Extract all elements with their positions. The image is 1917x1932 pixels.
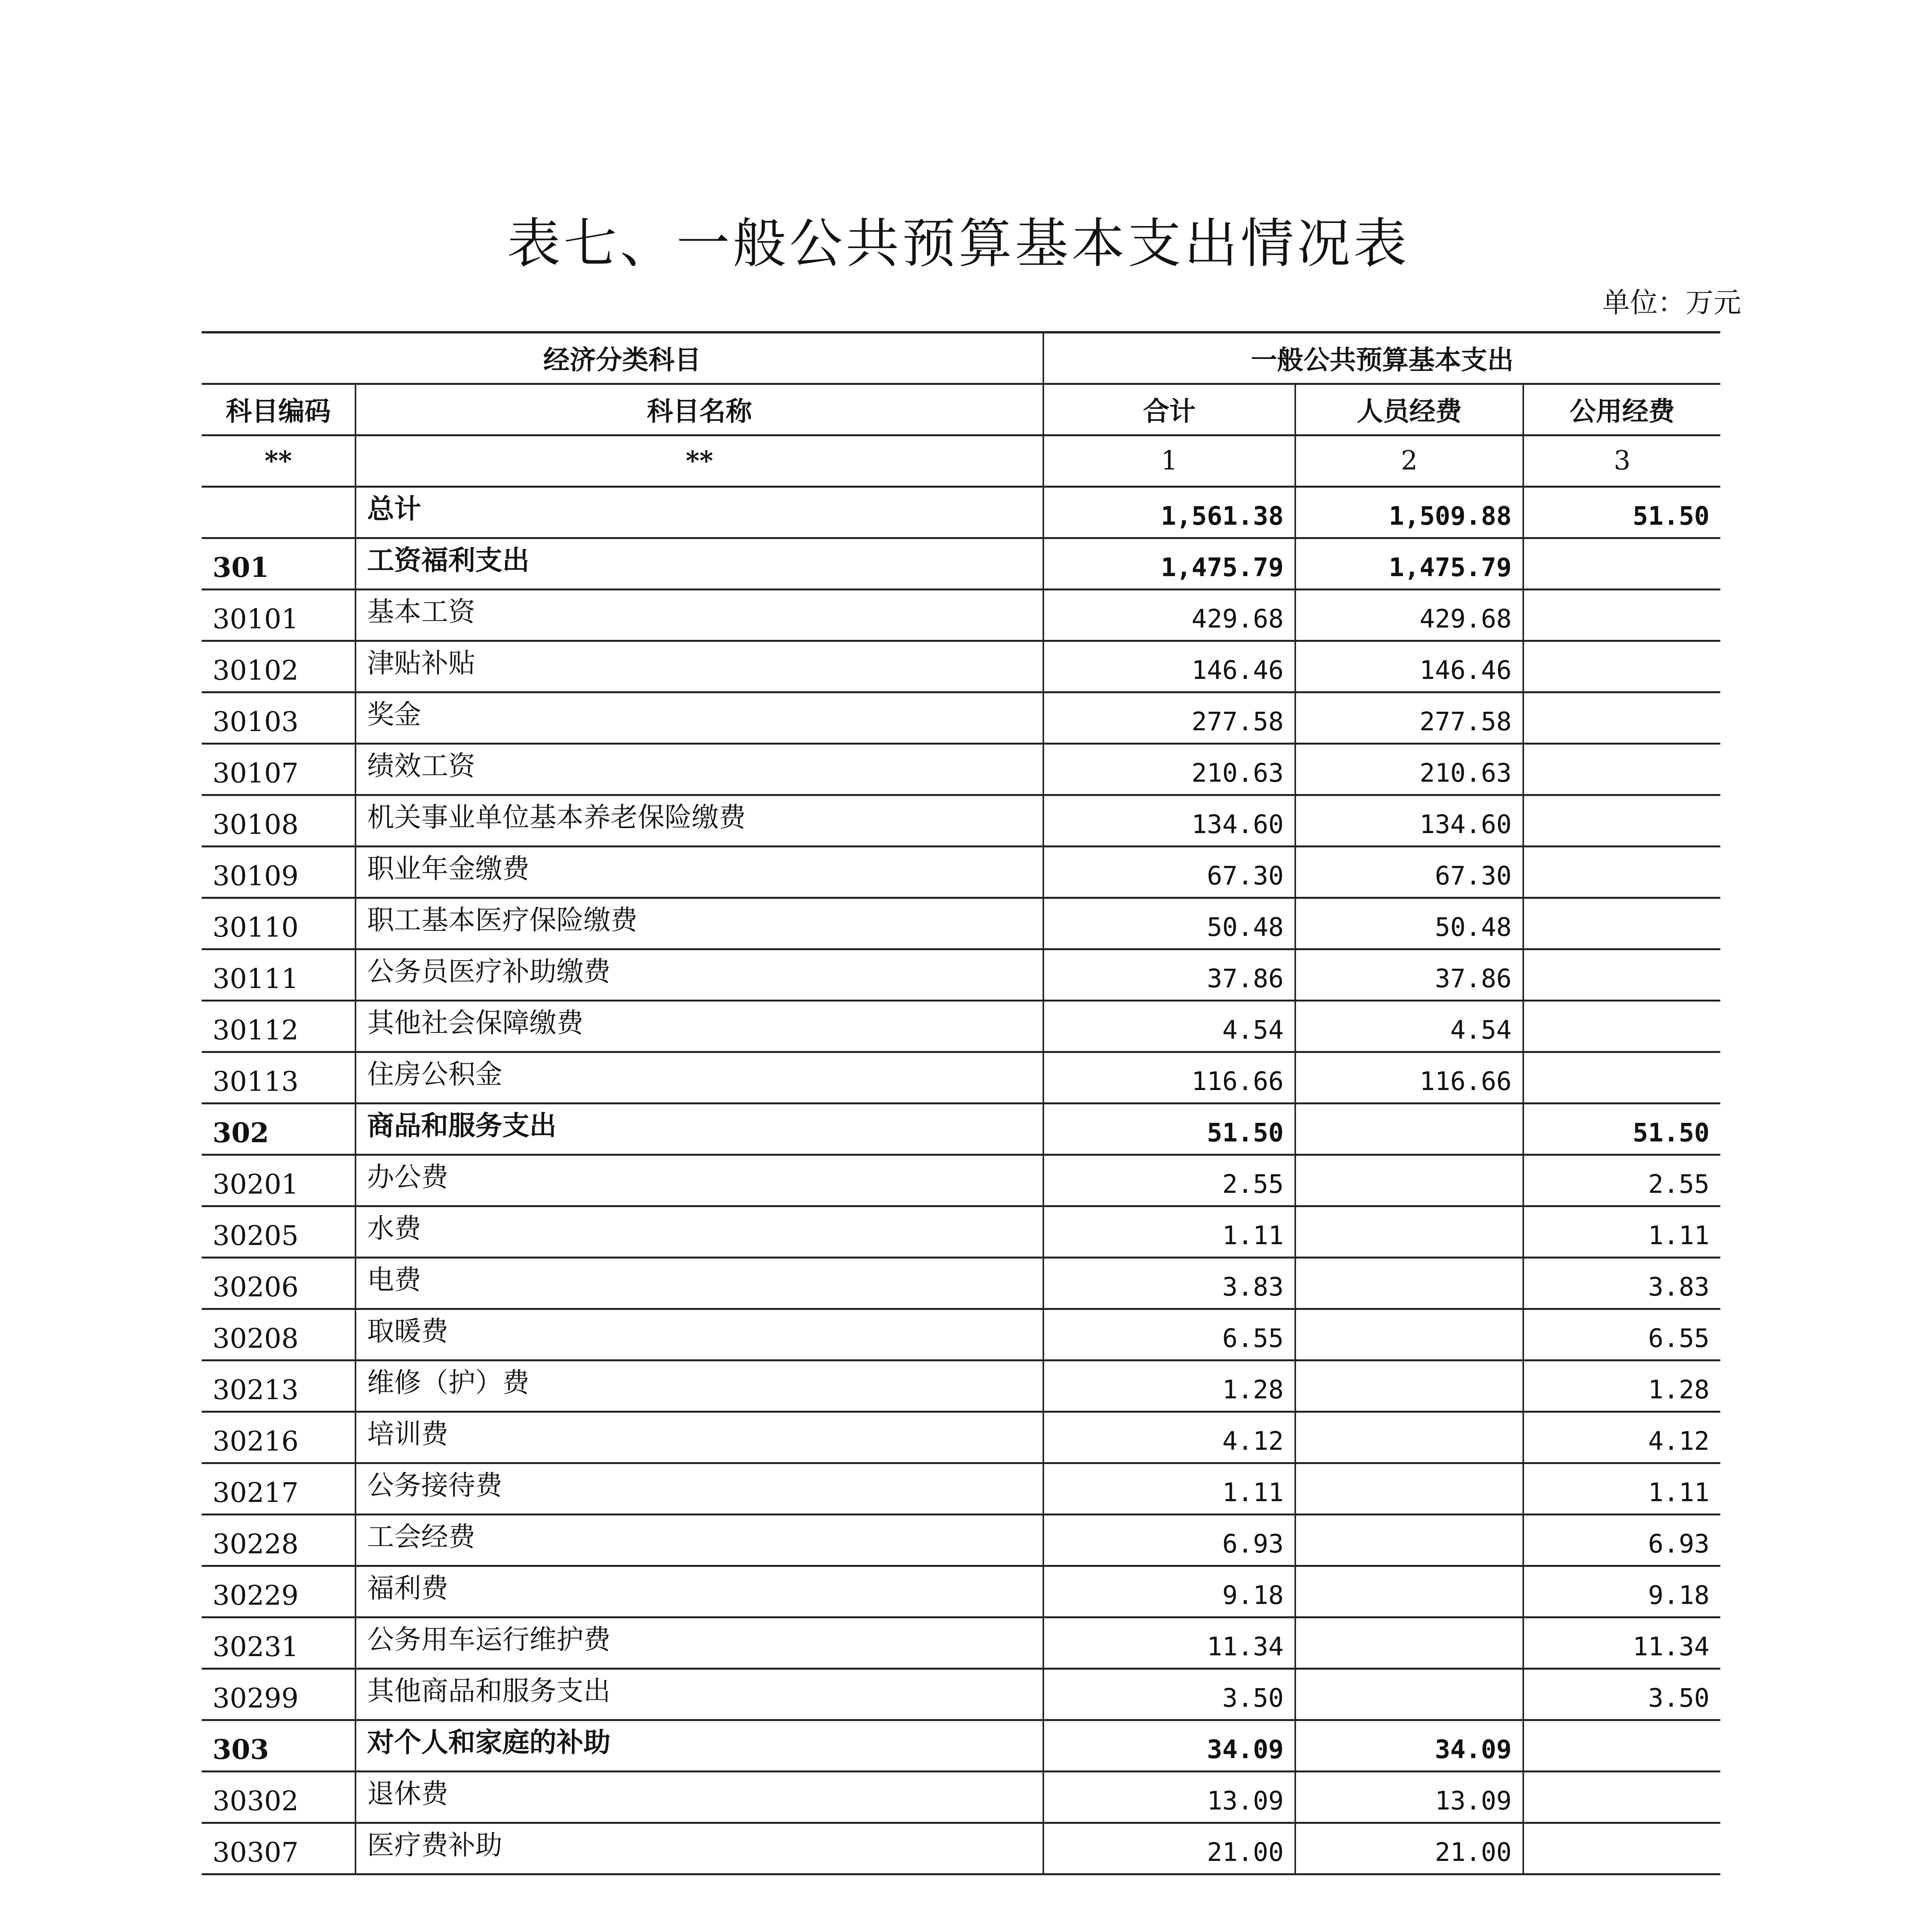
public-cost-cell-value: 11.34	[1633, 1632, 1710, 1662]
subject-code-cell	[202, 1103, 356, 1155]
index-total: 1	[1043, 435, 1295, 486]
subject-name-cell	[356, 1412, 1043, 1463]
subject-name-cell-value: 公务接待费	[367, 1469, 502, 1501]
public-cost-cell	[1523, 641, 1720, 692]
subject-name-cell-value: 医疗费补助	[367, 1829, 502, 1861]
subject-code-cell	[202, 1668, 356, 1720]
subject-code-cell-value: 30206	[213, 1271, 299, 1303]
total-cell	[1043, 692, 1295, 743]
subject-name-cell	[356, 1360, 1043, 1412]
total-cell	[1043, 1103, 1295, 1155]
subject-name-cell	[356, 1309, 1043, 1360]
total-cell	[1043, 949, 1295, 1000]
subject-name-cell	[356, 589, 1043, 641]
public-cost-cell	[1523, 1463, 1720, 1514]
public-cost-cell	[1523, 1668, 1720, 1720]
total-cell-value: 1,561.38	[1161, 501, 1284, 531]
subject-name-cell-value: 公务用车运行维护费	[367, 1624, 611, 1655]
staff-cost-cell	[1295, 538, 1523, 589]
total-cell-value: 50.48	[1207, 912, 1284, 942]
public-cost-cell	[1523, 1155, 1720, 1206]
header-staff-cost: 人员经费	[1295, 384, 1523, 435]
public-cost-cell-value: 1.11	[1648, 1478, 1710, 1507]
staff-cost-cell-value: 210.63	[1419, 758, 1512, 788]
subject-name-cell-value: 电费	[367, 1264, 421, 1296]
index-name: **	[356, 435, 1043, 486]
subject-name-cell-value: 总计	[367, 493, 421, 525]
total-cell-value: 277.58	[1191, 707, 1284, 736]
public-cost-cell	[1523, 1360, 1720, 1412]
public-cost-cell	[1523, 898, 1720, 949]
header-public-cost: 公用经费	[1523, 384, 1720, 435]
staff-cost-cell	[1295, 1720, 1523, 1771]
total-cell-value: 37.86	[1207, 964, 1284, 993]
public-cost-cell	[1523, 1206, 1720, 1257]
subject-name-cell	[356, 949, 1043, 1000]
subject-code-cell-value: 30108	[213, 808, 299, 840]
public-cost-cell	[1523, 1412, 1720, 1463]
table-row	[202, 1668, 1720, 1720]
subject-code-cell	[202, 589, 356, 641]
table-row	[202, 692, 1720, 743]
unit-label: 单位：万元	[1602, 286, 1741, 319]
total-cell-value: 1.28	[1222, 1375, 1284, 1405]
subject-code-cell	[202, 949, 356, 1000]
total-cell	[1043, 589, 1295, 641]
total-cell	[1043, 846, 1295, 898]
public-cost-cell	[1523, 1566, 1720, 1617]
total-cell	[1043, 1257, 1295, 1309]
subject-name-cell-value: 取暖费	[367, 1315, 448, 1347]
total-cell	[1043, 1412, 1295, 1463]
total-cell	[1043, 1360, 1295, 1412]
subject-code-cell	[202, 1771, 356, 1823]
subject-code-cell-value: 30103	[213, 706, 299, 738]
public-cost-cell-value: 51.50	[1633, 1118, 1710, 1148]
page-title: 表七、一般公共预算基本支出情况表	[507, 213, 1410, 275]
subject-name-cell	[356, 1617, 1043, 1668]
subject-name-cell	[356, 641, 1043, 692]
subject-code-cell	[202, 1412, 356, 1463]
subject-code-cell	[202, 1309, 356, 1360]
public-cost-cell	[1523, 1617, 1720, 1668]
staff-cost-cell-value: 4.54	[1450, 1015, 1512, 1045]
subject-name-cell-value: 基本工资	[367, 596, 475, 628]
public-cost-cell	[1523, 1309, 1720, 1360]
public-cost-cell	[1523, 949, 1720, 1000]
table-row	[202, 1720, 1720, 1771]
subject-code-cell-value: 30205	[213, 1219, 299, 1252]
public-cost-cell	[1523, 1103, 1720, 1155]
table-row	[202, 1566, 1720, 1617]
subject-name-cell-value: 水费	[367, 1213, 421, 1244]
public-cost-cell-value: 1.28	[1648, 1375, 1710, 1405]
public-cost-cell-value: 3.50	[1648, 1683, 1710, 1713]
subject-name-cell	[356, 1668, 1043, 1720]
subject-name-cell-value: 维修（护）费	[367, 1367, 529, 1398]
subject-name-cell	[356, 692, 1043, 743]
table-row	[202, 898, 1720, 949]
staff-cost-cell	[1295, 1566, 1523, 1617]
total-cell-value: 4.12	[1222, 1426, 1284, 1456]
subject-code-cell-value: 30113	[213, 1065, 299, 1097]
total-cell	[1043, 1823, 1295, 1874]
subject-code-cell-value: 30109	[213, 860, 299, 892]
subject-name-cell-value: 对个人和家庭的补助	[367, 1726, 611, 1758]
total-cell	[1043, 1052, 1295, 1103]
budget-table	[202, 331, 1720, 1875]
public-cost-cell	[1523, 692, 1720, 743]
public-cost-cell	[1523, 743, 1720, 795]
total-cell-value: 6.55	[1222, 1323, 1284, 1353]
public-cost-cell-value: 4.12	[1648, 1426, 1710, 1456]
total-cell-value: 51.50	[1207, 1118, 1284, 1148]
table-row	[202, 1823, 1720, 1874]
public-cost-cell	[1523, 1823, 1720, 1874]
subject-name-cell	[356, 538, 1043, 589]
index-code: **	[202, 435, 356, 486]
total-cell-value: 1.11	[1222, 1478, 1284, 1507]
table-row	[202, 1771, 1720, 1823]
total-cell-value: 13.09	[1207, 1786, 1284, 1816]
staff-cost-cell	[1295, 1463, 1523, 1514]
staff-cost-cell	[1295, 1412, 1523, 1463]
subject-code-cell-value: 30111	[213, 963, 299, 995]
header-subject-code: 科目编码	[202, 384, 356, 435]
subject-code-cell	[202, 692, 356, 743]
subject-code-cell	[202, 1823, 356, 1874]
subject-code-cell-value: 30302	[213, 1785, 299, 1817]
subject-code-cell	[202, 1206, 356, 1257]
total-cell	[1043, 795, 1295, 846]
index-public: 3	[1523, 435, 1720, 486]
staff-cost-cell	[1295, 1771, 1523, 1823]
total-cell	[1043, 1000, 1295, 1052]
public-cost-cell-value: 51.50	[1633, 501, 1710, 531]
subject-name-cell-value: 办公费	[367, 1161, 448, 1193]
staff-cost-cell	[1295, 846, 1523, 898]
total-cell	[1043, 743, 1295, 795]
subject-code-cell	[202, 1052, 356, 1103]
public-cost-cell	[1523, 1771, 1720, 1823]
staff-cost-cell-value: 277.58	[1419, 707, 1512, 736]
subject-name-cell	[356, 1771, 1043, 1823]
subject-code-cell-value: 30216	[213, 1425, 299, 1457]
subject-code-cell-value: 30107	[213, 757, 299, 789]
staff-cost-cell-value: 21.00	[1435, 1837, 1512, 1867]
table-body	[202, 486, 1720, 1874]
subject-code-cell	[202, 1617, 356, 1668]
subject-code-cell-value: 30217	[213, 1476, 299, 1509]
public-cost-cell	[1523, 795, 1720, 846]
staff-cost-cell	[1295, 486, 1523, 538]
subject-code-cell	[202, 898, 356, 949]
table-row	[202, 1412, 1720, 1463]
total-cell-value: 34.09	[1207, 1735, 1284, 1764]
index-staff: 2	[1295, 435, 1523, 486]
table-row	[202, 538, 1720, 589]
subject-name-cell	[356, 1823, 1043, 1874]
total-cell	[1043, 1617, 1295, 1668]
table-row	[202, 1052, 1720, 1103]
subject-name-cell-value: 商品和服务支出	[367, 1110, 556, 1141]
public-cost-cell	[1523, 846, 1720, 898]
total-cell-value: 9.18	[1222, 1580, 1284, 1610]
subject-code-cell	[202, 486, 356, 538]
subject-code-cell-value: 30228	[213, 1528, 299, 1560]
subject-code-cell	[202, 846, 356, 898]
subject-code-cell-value: 301	[213, 551, 269, 583]
staff-cost-cell	[1295, 589, 1523, 641]
public-cost-cell	[1523, 1257, 1720, 1309]
subject-name-cell	[356, 486, 1043, 538]
subject-code-cell-value: 30208	[213, 1322, 299, 1354]
subject-code-cell	[202, 1257, 356, 1309]
total-cell-value: 1.11	[1222, 1221, 1284, 1250]
staff-cost-cell	[1295, 641, 1523, 692]
header-subject-name: 科目名称	[356, 384, 1043, 435]
header-basic-expenditure: 一般公共预算基本支出	[1043, 332, 1720, 384]
staff-cost-cell-value: 50.48	[1435, 912, 1512, 942]
table-row	[202, 589, 1720, 641]
total-cell-value: 21.00	[1207, 1837, 1284, 1867]
subject-code-cell	[202, 1463, 356, 1514]
subject-name-cell-value: 其他商品和服务支出	[367, 1675, 611, 1707]
table-row	[202, 795, 1720, 846]
table-row	[202, 1463, 1720, 1514]
total-cell-value: 116.66	[1191, 1066, 1284, 1096]
staff-cost-cell	[1295, 1668, 1523, 1720]
staff-cost-cell	[1295, 1052, 1523, 1103]
staff-cost-cell-value: 37.86	[1435, 964, 1512, 993]
subject-name-cell	[356, 1566, 1043, 1617]
staff-cost-cell	[1295, 1514, 1523, 1566]
staff-cost-cell	[1295, 1823, 1523, 1874]
subject-code-cell	[202, 1514, 356, 1566]
staff-cost-cell-value: 13.09	[1435, 1786, 1512, 1816]
staff-cost-cell	[1295, 1309, 1523, 1360]
table-row	[202, 1514, 1720, 1566]
subject-code-cell	[202, 1000, 356, 1052]
total-cell-value: 134.60	[1191, 810, 1284, 839]
staff-cost-cell	[1295, 1360, 1523, 1412]
staff-cost-cell-value: 34.09	[1435, 1735, 1512, 1764]
subject-code-cell-value: 30112	[213, 1014, 299, 1046]
staff-cost-cell	[1295, 795, 1523, 846]
subject-code-cell-value: 303	[213, 1733, 269, 1765]
total-cell-value: 146.46	[1191, 655, 1284, 685]
subject-name-cell-value: 福利费	[367, 1572, 448, 1604]
subject-code-cell-value: 30110	[213, 911, 299, 943]
staff-cost-cell-value: 1,475.79	[1389, 553, 1512, 582]
subject-name-cell-value: 工会经费	[367, 1521, 475, 1553]
total-cell-value: 67.30	[1207, 861, 1284, 891]
public-cost-cell	[1523, 589, 1720, 641]
staff-cost-cell	[1295, 949, 1523, 1000]
subject-name-cell-value: 住房公积金	[367, 1058, 502, 1090]
public-cost-cell-value: 1.11	[1648, 1221, 1710, 1250]
total-cell	[1043, 486, 1295, 538]
public-cost-cell	[1523, 1720, 1720, 1771]
total-cell	[1043, 1514, 1295, 1566]
subject-name-cell	[356, 1257, 1043, 1309]
staff-cost-cell	[1295, 692, 1523, 743]
total-cell	[1043, 1771, 1295, 1823]
staff-cost-cell-value: 146.46	[1419, 655, 1512, 685]
table-row	[202, 1257, 1720, 1309]
header-index-row	[202, 435, 1720, 486]
table-row	[202, 743, 1720, 795]
subject-name-cell-value: 培训费	[367, 1418, 448, 1450]
total-cell	[1043, 641, 1295, 692]
public-cost-cell	[1523, 1052, 1720, 1103]
subject-name-cell	[356, 1000, 1043, 1052]
total-cell	[1043, 1566, 1295, 1617]
total-cell	[1043, 1668, 1295, 1720]
subject-name-cell	[356, 795, 1043, 846]
total-cell	[1043, 1463, 1295, 1514]
subject-code-cell-value: 30231	[213, 1631, 299, 1663]
public-cost-cell-value: 6.55	[1648, 1323, 1710, 1353]
public-cost-cell	[1523, 1000, 1720, 1052]
subject-name-cell-value: 工资福利支出	[367, 544, 529, 576]
table-row	[202, 641, 1720, 692]
subject-code-cell-value: 30201	[213, 1168, 299, 1200]
subject-code-cell-value: 30299	[213, 1682, 299, 1714]
staff-cost-cell-value: 67.30	[1435, 861, 1512, 891]
staff-cost-cell	[1295, 1257, 1523, 1309]
subject-name-cell-value: 其他社会保障缴费	[367, 1007, 583, 1039]
staff-cost-cell-value: 1,509.88	[1389, 501, 1512, 531]
table-row	[202, 846, 1720, 898]
subject-code-cell-value: 30102	[213, 654, 299, 686]
staff-cost-cell-value: 134.60	[1419, 810, 1512, 839]
subject-name-cell	[356, 1206, 1043, 1257]
subject-code-cell-value: 30101	[213, 603, 299, 635]
staff-cost-cell	[1295, 743, 1523, 795]
table-row	[202, 486, 1720, 538]
subject-name-cell	[356, 846, 1043, 898]
subject-name-cell	[356, 1720, 1043, 1771]
public-cost-cell	[1523, 486, 1720, 538]
total-cell-value: 210.63	[1191, 758, 1284, 788]
total-cell-value: 2.55	[1222, 1169, 1284, 1199]
subject-name-cell	[356, 898, 1043, 949]
public-cost-cell-value: 9.18	[1648, 1580, 1710, 1610]
subject-name-cell-value: 津贴补贴	[367, 647, 475, 679]
staff-cost-cell	[1295, 898, 1523, 949]
subject-code-cell	[202, 1566, 356, 1617]
table-row	[202, 1103, 1720, 1155]
staff-cost-cell	[1295, 1000, 1523, 1052]
subject-code-cell	[202, 1155, 356, 1206]
subject-name-cell-value: 职工基本医疗保险缴费	[367, 904, 638, 936]
subject-name-cell-value: 奖金	[367, 699, 421, 730]
subject-name-cell-value: 退休费	[367, 1778, 448, 1810]
public-cost-cell	[1523, 538, 1720, 589]
subject-name-cell-value: 公务员医疗补助缴费	[367, 956, 611, 987]
staff-cost-cell-value: 429.68	[1419, 604, 1512, 634]
subject-code-cell	[202, 1360, 356, 1412]
subject-name-cell	[356, 1155, 1043, 1206]
subject-code-cell	[202, 1720, 356, 1771]
table-row	[202, 1617, 1720, 1668]
subject-name-cell-value: 机关事业单位基本养老保险缴费	[367, 801, 746, 833]
public-cost-cell-value: 2.55	[1648, 1169, 1710, 1199]
total-cell	[1043, 1720, 1295, 1771]
subject-code-cell-value: 30213	[213, 1374, 299, 1406]
public-cost-cell-value: 6.93	[1648, 1529, 1710, 1559]
staff-cost-cell	[1295, 1103, 1523, 1155]
total-cell-value: 4.54	[1222, 1015, 1284, 1045]
header-column-row	[202, 384, 1720, 435]
subject-code-cell	[202, 795, 356, 846]
subject-name-cell	[356, 1514, 1043, 1566]
public-cost-cell-value: 3.83	[1648, 1272, 1710, 1302]
subject-name-cell-value: 绩效工资	[367, 750, 475, 782]
total-cell-value: 429.68	[1191, 604, 1284, 634]
total-cell	[1043, 538, 1295, 589]
subject-code-cell	[202, 641, 356, 692]
staff-cost-cell-value: 116.66	[1419, 1066, 1512, 1096]
public-cost-cell	[1523, 1514, 1720, 1566]
staff-cost-cell	[1295, 1617, 1523, 1668]
total-cell-value: 3.83	[1222, 1272, 1284, 1302]
subject-name-cell	[356, 1052, 1043, 1103]
subject-name-cell	[356, 743, 1043, 795]
table-row	[202, 1309, 1720, 1360]
header-group-row	[202, 332, 1720, 384]
total-cell	[1043, 1155, 1295, 1206]
subject-code-cell	[202, 743, 356, 795]
subject-code-cell-value: 302	[213, 1117, 269, 1149]
subject-code-cell-value: 30229	[213, 1579, 299, 1611]
table-row	[202, 1155, 1720, 1206]
table-row	[202, 1206, 1720, 1257]
subject-name-cell	[356, 1463, 1043, 1514]
total-cell	[1043, 1309, 1295, 1360]
total-cell-value: 6.93	[1222, 1529, 1284, 1559]
subject-code-cell	[202, 538, 356, 589]
staff-cost-cell	[1295, 1206, 1523, 1257]
table-row	[202, 949, 1720, 1000]
header-economic-category: 经济分类科目	[202, 332, 1043, 384]
subject-code-cell-value: 30307	[213, 1836, 299, 1868]
staff-cost-cell	[1295, 1155, 1523, 1206]
table-row	[202, 1000, 1720, 1052]
subject-name-cell	[356, 1103, 1043, 1155]
total-cell-value: 1,475.79	[1161, 553, 1284, 582]
total-cell-value: 3.50	[1222, 1683, 1284, 1713]
total-cell	[1043, 898, 1295, 949]
table-row	[202, 1360, 1720, 1412]
subject-name-cell-value: 职业年金缴费	[367, 853, 529, 884]
total-cell	[1043, 1206, 1295, 1257]
total-cell-value: 11.34	[1207, 1632, 1284, 1662]
header-total: 合计	[1043, 384, 1295, 435]
